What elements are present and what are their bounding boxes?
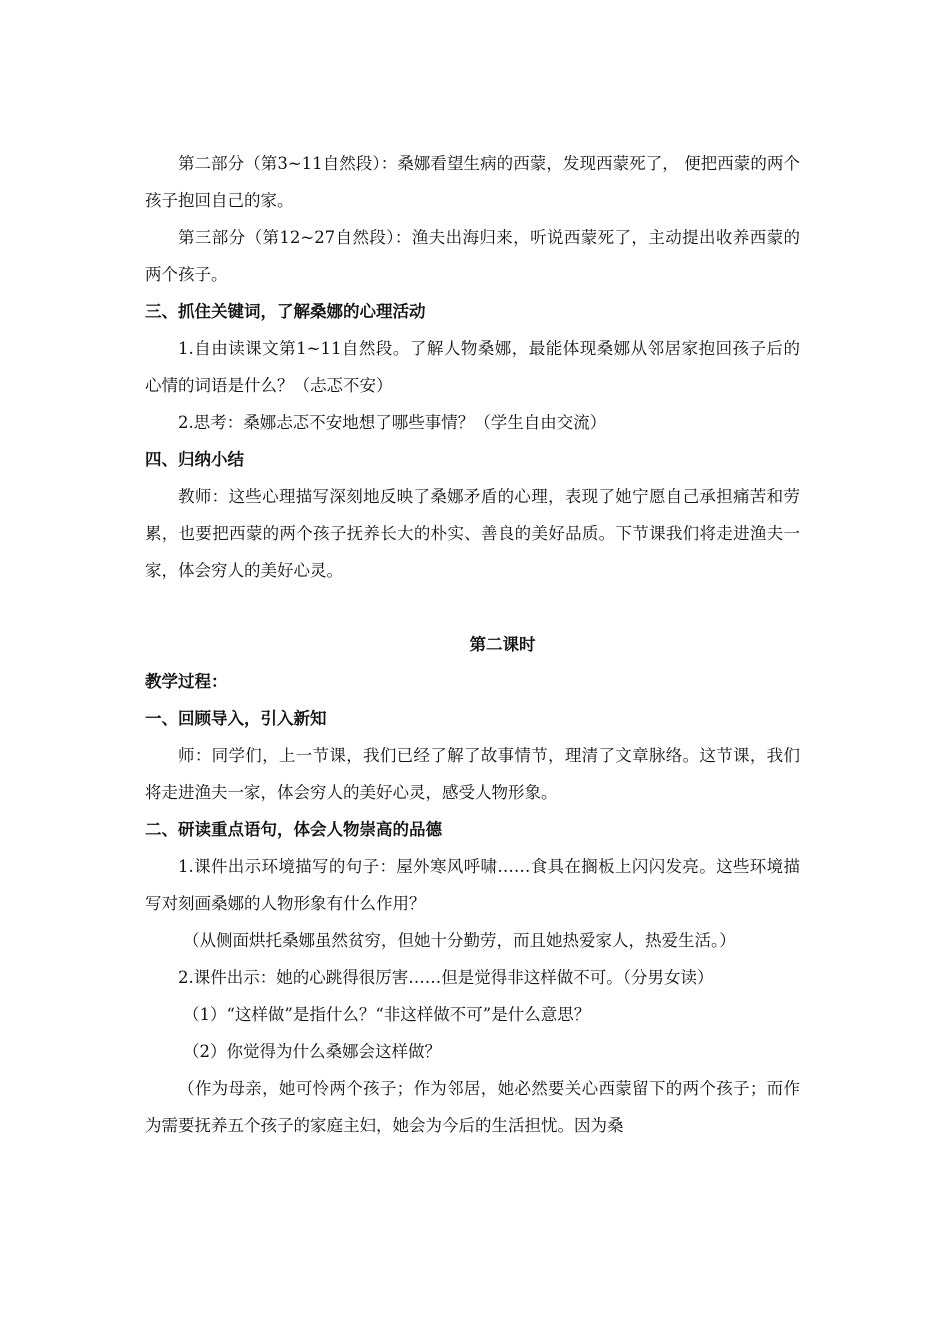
section3-heading: 三、抓住关键词，了解桑娜的心理活动 [145,302,426,321]
spacer [145,589,800,626]
lesson2-title: 第二课时 [469,635,536,654]
lesson2-item2: 2.课件出示：她的心跳得很厉害……但是觉得非这样做不可。（分男女读） [178,968,714,987]
lesson2-item1-answer: （从侧面烘托桑娜虽然贫穷，但她十分勤劳，而且她热爱家人，热爱生活。） [183,931,736,950]
section3-item-2: 2.思考：桑娜忐忑不安地想了哪些事情？（学生自由交流） [178,413,607,432]
part2-paragraph: 第二部分（第3~11自然段）：桑娜看望生病的西蒙，发现西蒙死了， 便把西蒙的两个孩子抱回自己的家。 [145,154,800,210]
part3-paragraph: 第三部分（第12~27自然段）：渔夫出海归来，听说西蒙死了，主动提出收养西蒙的两个孩子。 [145,228,800,284]
section4-heading: 四、归纳小结 [145,450,244,469]
lesson2-question-2: （2）你觉得为什么桑娜会这样做？ [183,1042,441,1061]
process-label: 教学过程： [145,672,228,691]
lesson2-section2-heading: 二、研读重点语句，体会人物崇高的品德 [145,820,442,839]
section3-item-1: 1.自由读课文第1~11自然段。了解人物桑娜，最能体现桑娜从邻居家抱回孩子后的心情的词语是什么？（忐忑不安） [145,339,800,395]
lesson2-question-2-answer: （作为母亲，她可怜两个孩子；作为邻居，她必然要关心西蒙留下的两个孩子；而作为需要抚养五个孩子的家庭主妇，她会为今后的生活担忧。因为桑 [145,1079,800,1135]
document-page [145,145,800,1144]
lesson2-section1-body: 师：同学们，上一节课，我们已经了解了故事情节，理清了文章脉络。这节课，我们将走进渔夫一家，体会穷人的美好心灵，感受人物形象。 [145,746,800,802]
section4-body: 教师：这些心理描写深刻地反映了桑娜矛盾的心理，表现了她宁愿自己承担痛苦和劳累，也要把西蒙的两个孩子抚养长大的朴实、善良的美好品质。下节课我们将走进渔夫一家，体会穷人的美好心灵。 [145,487,800,580]
lesson2-item1: 1.课件出示环境描写的句子：屋外寒风呼啸……食具在搁板上闪闪发亮。这些环境描写对刻画桑娜的人物形象有什么作用？ [145,857,800,913]
lesson2-section1-heading: 一、回顾导入，引入新知 [145,709,327,728]
lesson2-question-1: （1）“这样做”是指什么？“非这样做不可”是什么意思？ [183,1005,591,1024]
